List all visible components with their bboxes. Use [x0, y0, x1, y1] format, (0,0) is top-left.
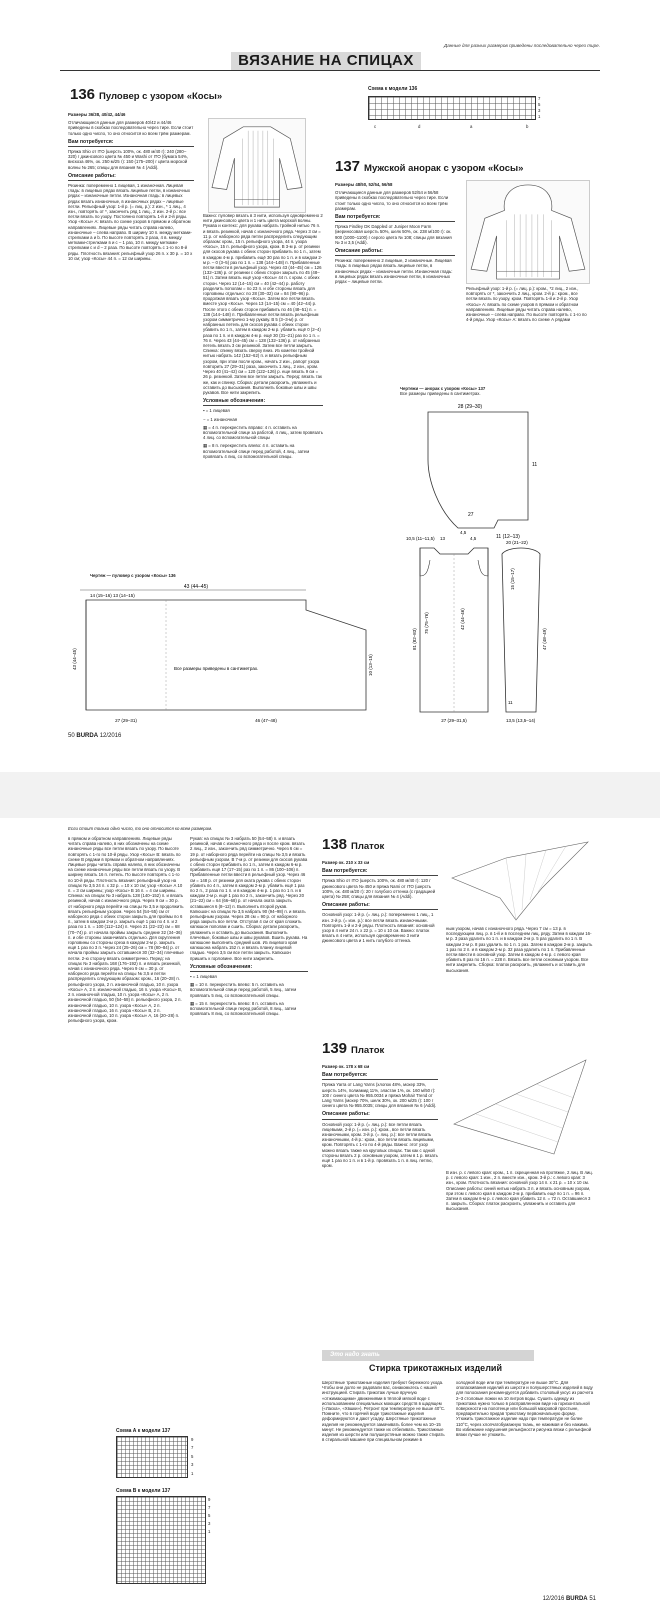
sleeve-dim-top: 20 (21–22) [506, 540, 528, 545]
model-136-diagram [66, 580, 386, 730]
model-139-col1: Размер ок. 178 х 68 см Вам потребуется: Пряжа Yarra от Lang Yarns (хлопок 48%, мохер 33%, шерсть 14%, полиамид 11%, эластан 1%, ок. 160 м/50 г): 100 г синего цвета № 955.0034 и пряжа Mohair Trend от Lang Yarns (мохер 70%, шелк 30%, ок. 200 м/25 г): 100 г синего цвета № 955.0035; спицы для вязания № 6 (Addi). Описание работы: Основной узор: 1-й р. (= лиц. р.): все петли вязать лицевыми, 2-й р. (= изн. р.): кром., все петли вязать изнаночными, кром. 3-й р. (= лиц. р.): все петли вязать изнаночными, 4-й р.: кром., все петли вязать лицевыми, кром. Повторять с 1-го по 4-й ряды. Важно: этот узор можно вязать также на круговых спицах. Так как с одной стороны вязать 2 р. основным узором, затем в 1 р. вязать ещё 1 раз по 1 п. и в 1-й р. провязать 1 п. в лиц. петлю, кром. [322, 1064, 438, 1169]
model-136-chart-rows: 7 5 3 1 [538, 96, 541, 119]
model-137-sizes: Размеры 48/50, 52/54, 56/58 [335, 182, 393, 187]
model-136-sizes: Размеры 36/38, 40/42, 44/46 [68, 112, 126, 117]
info-col2: холодной воде или при температуре не выше 30°С. Для ополаскивания изделий из шерсти и полушерстяных изделий в воду для полоскания рекомендуется добавить столовый уксус из расчета 2–3 столовые ложки на 10 литров воды. Сушить одежду из трикотажа нужно только в расправленном виде на горизонтальной поверхности на полотенце или большой махровой простыне, предварительно придав трикотажу первоначальную форму. Утюжить трикотажное изделие надо при температуре не более 110°С, через хлопчатобумажную ткань, не нажимая и без нажима. Во избежание нарушения рельефности рисунка вязки с рельефной вязки лучше не утюжить. [456, 1380, 594, 1438]
model-137-legend-2: ▦ = 10 п. перекрестить влево: 5 п. оставить на вспомогательной спице перед работой, 5 лиц., затем провязать 5 лиц. со вспомогательной спицы. [190, 982, 297, 998]
d136-bottom-2: 46 (47–48) [255, 718, 277, 723]
model-136-chart-title: Схема к модели 136 [368, 86, 418, 92]
model-136-col2 [203, 213, 323, 462]
d136-side: 10 (13–15) [368, 654, 373, 676]
model-136-chart-grid [368, 96, 536, 120]
hood-dim-side: 11 [532, 462, 538, 468]
model-136-chart [368, 86, 548, 138]
model-139-col2: В изн. р. с левого края: кром., 1 п. скрещенная на протяжке, 2 лиц. В лиц. р. с левого края: 1 изн., 2 п. вместе изн., кром. 3-й р.: с левого края: 3 изн., кром. Плотность вязания: основной узор 14 п. x 21 р. = 10 x 10 см. Описание работы: синей нитью набрать 3 п. и вязать основным узором, при этом с левого края в каждом 2-м р. прибавить ещё по 1 п. = 96 п. Затем в каждом 6-м р. с левого края убавить 12 п. = 72 п. Оставшиеся 3 п. закрыть. Сборка: платок раскроить, увлажнить и оставить для высыхания. [446, 1170, 593, 1212]
footer-page-51: 12/2016 BURDA 51 [542, 1596, 596, 1602]
model-136-heading [70, 86, 222, 103]
model-136-sweater-sketch [208, 118, 306, 213]
model-137-legend-3: ▦ = 15 п. перекрестить влево: 8 п. оставить на вспомогательной спице перед работой, 8 лиц., затем провязать 8 лиц. со вспомогательной спицы. [190, 1000, 297, 1017]
model-137-diagram-caption [400, 386, 580, 396]
d136-neck: 14 (15–16) 13 (14–15) [90, 593, 135, 598]
model-137-legend-1: ▪ = 1 лицевая [190, 974, 217, 980]
model-138-desc: Основной узор: 1-й р. (= лиц. р.): попеременно 1 лиц., 1 изн. 2-й р. (= изн. р.): все петли вязать изнаночными. Повторять 1-й и 2-й ряды. Плотность вязания: основной узор в 4 нити 24 п. x 22 р. = 10 x 10 см. Важно: платок вязать в 4 нити, используя одновременно 3 нити джинсового цвета и 1 нить голубого оттенка. [322, 912, 435, 944]
magazine-page-51 [0, 818, 660, 1611]
model-138-col2: ным узором, начав с изнаночного ряда. Через 7 см = 13 р. в последующем лиц. р. в 1-й и в последнем лиц. ряду. Затем в каждом 16-м р. 3 раза удалить по 1 п. и в каждом 2-м р. 5 раз удалить по 1 п. В каждом 2-м р. 8 раз удалить по 1 п. 1 раз. Затем в каждом 2-м р. закрыть 1 раз по 2 п. и в каждом 2-м р. 32 раза удалить по 1 п. Прибавленные петли ввести в основной узор. Затем в каждом 4-м р. с левого края убавить 8 раз по 16 п. = 228 п. Вязать все петли основным узором. Все нити закрепить. Сборка: платок раскроить, увлажнить и оставить для высыхания. [446, 926, 593, 973]
model-137-legend-heading: Условные обозначения: [190, 965, 308, 972]
model-137-desc-heading: Описание работы: [335, 249, 455, 256]
model-138-title: Платок [351, 841, 385, 852]
model-137-materials: Пряжа Findley DK Dappled от Juniper Moon Farm (мериносовая шерсть 50%, шелк 50%, ок. 238 м/100 г): ок. 900 (1000–1100) г серого цвета № 108; спицы для вязания № 3 и 3,5 (Addi). [335, 224, 452, 245]
body-dim-b2: 75 (75–76) [424, 612, 429, 634]
hood-dim-top: 28 (29–30) [457, 404, 483, 410]
model-139-desc: Основной узор: 1-й р. (= лиц. р.): все петли вязать лицевыми, 2-й р. (= изн. р.): кром., все петли вязать изнаночными, кром. 3-й р. (= лиц. р.): все петли вязать изнаночными, 4-й р.: кром., все петли вязать лицевыми, кром. Повторять с 1-го по 4-й ряды. Важно: этот узор можно вязать также на круговых спицах. Так как с одной стороны вязать 2 р. основным узором, затем в 1 р. вязать ещё 1 раз по 1 п. и в 1-й р. провязать 1 п. в лиц. петлю, кром. [322, 1121, 438, 1169]
model-137-materials-heading: Вам потребуется: [335, 215, 455, 222]
model-139-title: Платок [351, 1045, 385, 1056]
model-137-cont-col2: Рукав: на спицах № 3 набрать 50 (54–58) п. и вязать резинкой, начав с изнаночного ряда и после кром. вязать 2 лиц., 2 изн., закончить ряд симметрично. Через 6 см = 19 р. от наборного ряда перейти на спицы № 3,5 и вязать рельефным узором. В 7-м р. от резинки для скосов рукава с обеих сторон прибавить по 1 п., затем в каждом 6-м р. прибавить ещё 17 (17–15) раз по 1 п. = 86 (100–106) п. Прибавленные петли ввести в рельефный узор. Через 46 см = 148 р. от резинки для оката рукава с обеих сторон убавить по 4 п., затем в каждом 2-м р. убавить ещё 1 раз по 2 п., 2 раза по 1 п. и в каждом 4-м р. 1 раз по 1 п. и в каждом 2-м р. ещё 1 раз по 2 п., закончить ряд. Через 20 (21–22) см = 64 (66–68) р. от начала оката закрыть оставшиеся 6 (8–12) п. Выполнить второй рукав. Капюшон: на спицах № 3,5 набрать 90 (94–98) п. и вязать рельефным узором. Через 28 см = 90 р. от наборного ряда закрыть все петли. Отступая 4 см от края сложить капюшон пополам и сшить. Сборка: детали раскроить, увлажнить и оставить до высыхания. Выполнить плечевые, боковые швы и швы рукавов. Вшить рукава. На капюшоне выполнить средний шов. Из лицевого края капюшона набрать 152 п. и вязать планку лицевой гладью. Через 3,5 см все петли закрыть. Капюшон пришить к горловине. Все нити закрепить. Условные обозначения: ▪ = 1 лицевая ▦ = 10 п. перекрестить влево: 5 п. оставить на вспомогательной спице перед работой, 5 лиц., затем провязать 5 лиц. со вспомогательной спицы. ▦ = 15 п. перекрестить влево: 8 п. оставить на вспомогательной спице перед работой, 8 лиц., затем провязать 8 лиц. со вспомогательной спицы. [190, 836, 308, 1017]
model-136-legend-3: ▦ = 4 п. перекрестить вправо: 4 п. оставить на вспомогательной спице за работой, 4 лиц., затем провязать 4 лиц. со вспомогательной спицы [203, 424, 323, 441]
model-137-col1 [335, 182, 455, 287]
body-dim-bottom: 27 (29–31,5) [441, 718, 467, 723]
model-136-col1 [68, 112, 194, 264]
model-137-anorak-sketch [466, 180, 590, 284]
model-136-title: Пуловер с узором «Косы» [99, 91, 223, 102]
model-137-chart-b: Схема В к модели 137 9 7 5 3 1 [116, 1488, 216, 1588]
model-137-chart-a: Схема А к модели 137 9 7 5 3 1 [116, 1428, 206, 1484]
footer-page-50: 50 BURDA 12/2016 [68, 733, 122, 739]
body-dim-sh4: 4,5 [470, 536, 477, 541]
body-dim-sh3: 4,5 [460, 530, 467, 535]
model-137-cont-note: Если стоит только одно число, то оно относится ко всем размерам. [68, 826, 213, 831]
model-136-work: Важно: пуловер вязать в 3 нити, используя одновременно 2 нити джинсового цвета и 1 нить цвета морской волны. Рукава и контекс: для рукава набрать тройной нитью 76 п. и вязать резинкой, начав с изнаночного ряда. Через 3 см = 11 р. от наборного ряда петли распределить следующим образом: кром., 15 п. рельефного узора, 44 п. узора «Косы», 15 п. рельефного узора, кром. В 3-м р. от резинки для скосов рукава с обеих сторон прибавить по 1 п., затем в каждом 4-м р. прибавить ещё 30 раз по 1 п. и в каждом 2-м р. – 0 (3–5) раз по 1 п. = 138 (144–148) п. Прибавленные петли ввести в рельефный узор. Через 43 (44–45) см = 126 (132–136) р. от резинки с обеих сторон закрыть по 45 (48–51) п. Затем вязать ещё узор «Косы» 44 п. с кром. с обеих сторон. Через 12 (14–15) см = 40 (42–44) р. работу разделить пополам = по 23 п. и обе стороны вязать для горловины отдельно: по 28 (30–32) см = 84 (90–96) р. продолжая вязать узор «Косы». Затем все петли вязать вместе узор «Косы». Через 13 (14–15) см = 40 (42–44) р. После этого с обеих сторон прибавить по 46 (48–51) п. = 138 (144–148) п. Прибавленные петли вязать рельефным узором симметрично 1-му рукаву. В 5 (3–3-м) р. от набранных петель для скосов рукава с обеих сторон убавить по 1 п., затем в каждом 2-м р. убавить ещё 0 (2–4) раза по 1 п. и в каждом 4-м р. ещё 30 (31–21) раз по 1 п. = 76 п. Через 43 (44–45) см = 128 (132–136) р. от набранных петель вязать 3 см резинкой. Затем все петли закрыть. Спинка: спинку вязать сверху вниз. Из кометки тройной нитью набрать 142 (152–62) п. и вязать рельефным узором, при этом после кром., начать 2 изн., рапорт узора повторить 27 (29–31) раза, закончить 1 лиц., 2 изн., кром. Через 40 (41–42) см = 120 (122–126) р. еще вязать 9 см = 26 р. резинкой. Затем все петли закрыть. Перед: вязать так же, как и спинку. Сборка: детали раскроить, увлажнить и оставить до высыхания. Выполнить боковые швы и швы рукавов. Все нити закрепить. [203, 213, 323, 395]
model-138-heading [322, 836, 384, 853]
page-gap [0, 772, 660, 818]
model-137-heading [335, 158, 523, 175]
chart-marker-d: d [418, 124, 421, 129]
model-136-legend-2: − = 1 изнаночная [203, 416, 238, 422]
model-137-cont-col1: в прямом и обратном направлениях. Лицевые ряды читать справа налево, в них обозначены на схеме изнаночные ряды все петли вязать по узору. По высоте повторять с 1-го по 10-й ряды. Узор «Косы» В: вязать по схеме В рядами в прямом и обратном направлениях. Лицевые ряды читать справа налево, в них обозначены на схеме изнаночные ряды все петли вязать по узору. В ширину вязать 16 п. петель. По высоте повторять с 1-го по 10-й ряды. Плотность вязания: рельефный узор на спицах № 3,5 24 п. x 32 р. = 10 x 10 см; узор «Косы» А 10 п. = 3 см ширины; узор «Косы» В 16 п. = 4 см ширины. Спинка: на спицах № 3 набрать 128 (140–152) п. и вязать резинкой, начав с изнаночного ряда. Через 9 см = 30 р. от наборного ряда перейти на спицы № 3,5 и продолжить вязать рельефным узором. Через 54 (54–55) см от наборного ряда с обеих сторон закрыть для проймы по 6 п., затем в каждом 2-м р. закрыть ещё 1 раз по 4 п. и 2 раза по 1 п. = 100 (112–124) п. Через 21 (22–23) см = 68 (70–74) р. от начала проймы закрыть средние 32 (34–36) п. и обе стороны заканчивать отдельно. Для скругления горловины со стороны среза в каждом 2-м р. закрыть ещё 1 раз по 3 п. Через 24 (25–26) см = 78 (80–84) р. от начала проймы закрыть оставшиеся 30 (32–34) плечевые петли. 2-ю сторону вязать симметрично. Перед: на спицах № 3 набрать 168 (176–192) п. и вязать резинкой, начав с изнаночного ряда. Через 9 см = 30 р. от наборного ряда перейти на спицы № 3,5 и петли распределить следующим образом: кром., 16 (20–28) п. рельефного узора, 2 п. изнаночной гладью, 10 п. узора «Косы» А, 2 п. изнаночной гладью, 16 п. узора «Косы» В, 2 п. изнаночной гладью, 10 п. узора «Косы» А, 2 п. изнаночной гладью, 50 (54–58) п. рельефного узора, 2 п. изнаночной гладью, 10 п. узора «Косы» А, 2 п. изнаночной гладью, 16 п. узора «Косы» В, 2 п. изнаночной гладью, 10 п. узора «Косы» А, 16 (20–28) п. рельефного узора, кром. [68, 836, 184, 1024]
header-divider [60, 70, 600, 71]
model-136-diagram-title: Чертеж — пуловер с узором «Косы» 136 [90, 573, 176, 578]
model-136-legend-1: ▪ = 1 лицевая [203, 408, 230, 414]
header-note: Данные для разных размеров приведены последовательно через тире. [443, 43, 600, 48]
model-138-shawl-sketch [446, 838, 594, 924]
d136-height: 43 (44–45) [72, 648, 77, 670]
model-137-diagrams [398, 400, 598, 730]
hood-dim-height: 27 [468, 512, 474, 518]
d136-top: 43 (44–45) [183, 584, 209, 590]
model-139-size: Размер ок. 178 х 68 см [322, 1064, 370, 1069]
model-137-desc2-block [466, 286, 590, 325]
model-136-legend-4: ▦ = 8 п. перекрестить влево: 4 п. оставить на вспомогательной спице перед работой, 4 лиц., затем провязать 4 лиц. со вспомогательной спицы. [203, 443, 310, 459]
model-136-materials: Пряжа Shio от ITO (шерсть 100%, ок. 480 м/40 г): 240 (280–320) г джинсового цвета № 450 и Washi от ITO (бумага 54%, вискоза 46%, ок. 250 м/25 г): 150 (175–200) г цвета морской волны № 265; спицы для вязания № 4 (Addi). [68, 149, 188, 170]
info-col1: Шерстяные трикотажные изделия требуют бережного ухода. Чтобы они долго не радовали вас, ознакомьтесь с нашей инструкцией. Стирать трикотаж лучше вручную «отжимающими» движениями в тёплой мягкой воде с использованием специальных моющих средств в щадящем («Ласка», «Хвшки»). Ретронт при температуре не выше 40°С. Помните, что в горячей воде трикотажные изделия деформируются и дают усадку. Шерстяные трикотажные изделия не рекомендуется замачивать более чем на 10–15 минут. Не рекомендуется также их отбеливать. Трикотажные изделия из шерсти или полушерстяные можно также стирать в стиральной машине при специальном режиме в [322, 1380, 446, 1443]
model-138-col1: Размер ок. 210 х 33 см Вам потребуется: Пряжа Shio от ITO (шерсть 100%, ок. 480 м/40 г): 120 г джинсового цвета № 450 и пряжа Nami от ITO (шерсть 100%, ок. 480 м/20 г): 20 г голубого оттенка (с градацией цвета) № 258; спицы для вязания № 4 (Addi). Описание работы: Основной узор: 1-й р. (= лиц. р.): попеременно 1 лиц., 1 изн. 2-й р. (= изн. р.): все петли вязать изнаночными. Повторять 1-й и 2-й ряды. Плотность вязания: основной узор в 4 нити 24 п. x 22 р. = 10 x 10 см. Важно: платок вязать в 4 нити, используя одновременно 3 нити джинсового цвета и 1 нить голубого оттенка. [322, 860, 438, 947]
model-138-materials: Пряжа Shio от ITO (шерсть 100%, ок. 480 м/40 г): 120 г джинсового цвета № 450 и пряжа Nami от ITO (шерсть 100%, ок. 480 м/20 г): 20 г голубого оттенка (с градацией цвета) № 258; спицы для вязания № 4 (Addi). [322, 878, 436, 900]
model-136-diagram-caption [90, 573, 290, 578]
model-139-shawl-sketch [446, 1054, 594, 1164]
sleeve-dim-length: 47 (48–49) [542, 628, 547, 650]
model-138-number: 138 [322, 836, 348, 853]
chart-marker-c: c [374, 124, 377, 129]
model-139-materials: Пряжа Yarra от Lang Yarns (хлопок 48%, мохер 33%, шерсть 14%, полиамид 11%, эластан 1%, ок. 160 м/50 г): 100 г синего цвета № 955.0034 и пряжа Mohair Trend от Lang Yarns (мохер 70%, шелк 30%, ок. 200 м/25 г): 100 г синего цвета № 955.0035; спицы для вязания № 6 (Addi). [322, 1082, 437, 1109]
d136-bottom-1: 27 (29–31) [115, 718, 137, 723]
body-dim-sh2: 13 [440, 536, 446, 541]
model-136-desc: Резинка: попеременно 1 лицевая, 1 изнаночная. Лицевая гладь: в лицевых рядах вязать лицевые петли, в изнаночных рядах – изнаночные петли. Изнаночная гладь: в лицевых рядах вязать изнаночные, в изнаночных рядах – лицевые петли. Рельефный узор: 1-й р. (= лиц. р.): 2 изн., * 1 лиц., 4 изн., повторять от *, закончить ряд 1 лиц., 2 изн. 2-й р.: все петли вязать по узору. Постоянно повторять 1-й и 2-й ряды. Узор «Косы» А: вязать по схеме узоров в прямом и обратном направлениях. Лицевые ряды читать справа налево, изнаночные – слева направо. В ширину 10 п. между метками-стрелками а и b. По высоте повторять 2 раза, 4 в. между метками-стрелками в и с – 1 раз, 10 п. между метками-стрелками c и d – 2 раза. По высоте повторять с 1-го по 8-й ряды. Плотность вязания: рельефный узор 26 п. x 30 р. = 10 x 10 см; узор «Косы» 44 п. = 12 см ширины. [68, 183, 193, 261]
model-136-desc-heading: Описание работы: [68, 174, 194, 181]
sleeve-dim-a: 15 (15–17) [510, 568, 515, 590]
info-title: Стирка трикотажных изделий [369, 1363, 502, 1373]
chart-marker-b: b [526, 124, 529, 129]
body-dim-b1: 81 (82–83) [412, 628, 417, 650]
sleeve-dim-bottom: 13,5 (13,5–14) [506, 718, 536, 723]
model-138-size: Размер ок. 210 х 33 см [322, 860, 370, 865]
model-136-intro: Отличающиеся данные для размеров 40/42 и 44/46 приведены в скобках последовательно через тире. Если стоит только одно число, то оно относится ко всем трём размерам. [68, 120, 194, 136]
hood-dim-bottom: 11 (12–13) [496, 534, 520, 540]
model-137-title: Мужской анорак с узором «Косы» [364, 163, 524, 174]
chart-marker-a: a [470, 124, 473, 129]
model-139-heading [322, 1040, 384, 1057]
d136-note: Все размеры приведены в сантиметрах. [174, 666, 259, 671]
body-dim-b3: 42 (44–46) [460, 608, 465, 630]
model-136-legend-heading: Условные обозначения: [203, 399, 323, 406]
model-136-number: 136 [70, 86, 96, 103]
sleeve-dim-mid: 11 [508, 700, 513, 705]
model-137-desc2: Рельефный узор: 1-й р. (= лиц. р.): кром., *2 лиц., 2 изн., повторять от *, закончить 2 лиц., кром. 2-й р.: кром., все петли вязать по узору, кром. Повторять 1-й и 2-й р. Узор «Косы» А: вязать по схеме узоров в прямом и обратном направлениях. Лицевые ряды читать справа налево, изнаночные – слева направо. По высоте повторять с 1-го по 4-й ряды. Узор «Косы» А: вязать по схеме А рядами [466, 286, 587, 323]
body-dim-sh1: 10,5 (11–11,5) [406, 536, 435, 541]
info-banner: Это надо знать [322, 1350, 534, 1361]
model-137-diagram-note: Все размеры приведены в сантиметрах. [400, 391, 481, 397]
model-139-number: 139 [322, 1040, 348, 1057]
model-137-intro: Отличающиеся данные для размеров 52/54 и 56/58 приведены в скобках последовательно через тире. Если стоит только одно число, то оно относится ко всем трём размерам. [335, 190, 449, 211]
model-137-diagram-title: Чертежи — анорак с узором «Косы» 137 [400, 386, 486, 391]
model-136-materials-heading: Вам потребуется: [68, 140, 194, 147]
model-137-number: 137 [335, 158, 361, 175]
magazine-page-50 [0, 0, 660, 772]
section-banner: ВЯЗАНИЕ НА СПИЦАХ [231, 52, 421, 70]
model-137-desc: Резинка: попеременно 2 лицевые, 2 изнаночные. Лицевая гладь: в лицевых рядах вязать лицевые петли, в изнаночных рядах – изнаночные петли. Изнаночная гладь: в лицевых рядах вязать изнаночные петли, в изнаночных рядах – лицевые петли. [335, 258, 453, 285]
